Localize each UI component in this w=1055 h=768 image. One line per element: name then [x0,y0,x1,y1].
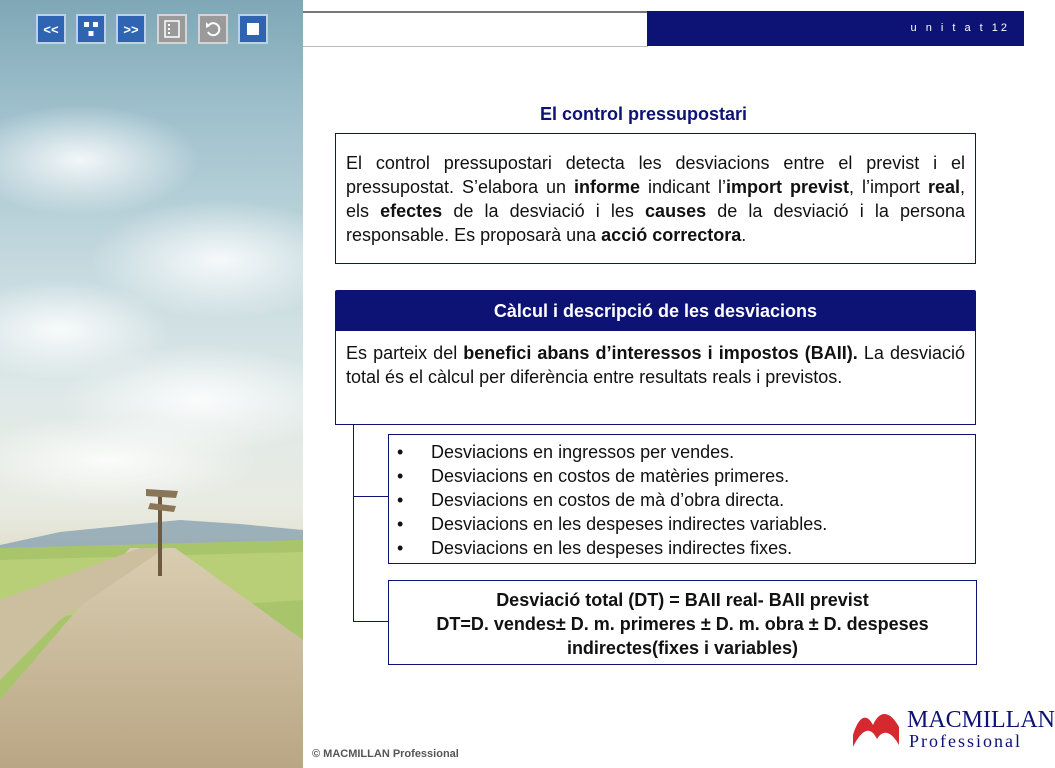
intro-run: de la desviació i les [442,201,646,221]
bullet-icon: • [397,442,404,462]
connector-branch-2 [353,621,388,622]
formula-line-1 [399,588,966,612]
list-item [389,536,965,560]
intro-run: , l’import [849,177,928,197]
list-item-text: Desviacions en les despeses indirectes variables. [431,514,828,534]
intro-run: indicant l’ [640,177,727,197]
list-item [389,464,965,488]
macmillan-logo [851,703,1055,753]
grid-icon [82,20,100,38]
bullet-box [388,434,976,564]
intro-run: , els [346,177,965,221]
bullet-icon: • [397,514,404,534]
list-item-text: Desviacions en costos de mà d’obra directa. [431,490,785,510]
intro-run: El control pressupostari detecta les desviacions entre el previst i el pressupostat. S’elabora un [346,153,965,197]
bullet-icon: • [397,466,404,486]
intro-run: . [741,225,747,245]
tree-connector [353,425,354,621]
section-text [346,341,965,389]
list-item [389,440,965,464]
landscape-image [0,0,303,768]
list-icon [164,20,180,38]
intro-run: acció correctora [601,225,742,245]
intro-run: efectes [380,201,443,221]
header-line [303,11,648,47]
copyright: © MACMILLAN Professional [312,748,459,760]
formula-line-1-a: Desviació total (DT) = BAII real- [496,590,769,610]
index-button[interactable] [76,14,106,44]
list-item [389,488,965,512]
connector-branch-1 [353,496,388,497]
section-run: Es parteix del [346,343,464,363]
section-heading: Càlcul i descripció de les desviacions [335,290,976,332]
next-label: >> [123,21,139,37]
page-title: El control pressupostari [540,104,748,124]
list-item [389,512,965,536]
section-run: La desviació total és el càlcul per diferència entre resultats reals i previstos. [346,343,965,387]
formula-box [388,580,977,665]
intro-run: informe [574,177,641,197]
desviacions-list [389,440,965,560]
prev-button[interactable] [36,14,66,44]
formula-line-1-b: BAII previst [768,590,869,610]
formula-line-2: DT=D. vendes± D. m. primeres ± D. m. obra ± D. despeses indirectes(fixes i variables) [436,614,929,658]
section-body-box [335,331,976,425]
landscape-illustration [0,0,303,768]
section-run: benefici abans d’interessos i impostos (BAII). [463,343,858,363]
unit-label: u n i t a t 12 [910,22,1010,34]
intro-run: real [927,177,960,197]
list-item-text: Desviacions en ingressos per vendes. [431,442,735,462]
logo-line-1: MACMILLAN [907,707,1055,733]
intro-box [335,133,976,264]
square-icon [246,22,260,36]
back-button[interactable] [198,14,228,44]
bullet-icon: • [397,490,404,510]
header-bar [647,11,1024,46]
bullet-icon: • [397,538,404,558]
prev-label: << [43,21,59,37]
macmillan-logo-icon [851,705,903,751]
logo-line-2: Professional [909,731,1022,751]
intro-run: import previst [726,177,850,197]
intro-text [346,151,965,247]
next-button[interactable] [116,14,146,44]
list-item-text: Desviacions en les despeses indirectes fixes. [431,538,793,558]
intro-run: de la desviació i la persona responsable. Es proposarà una [346,201,966,245]
undo-icon [204,20,222,38]
intro-run: causes [645,201,707,221]
contents-button[interactable] [157,14,187,44]
stop-button[interactable] [238,14,268,44]
list-item-text: Desviacions en costos de matèries primeres. [431,466,790,486]
